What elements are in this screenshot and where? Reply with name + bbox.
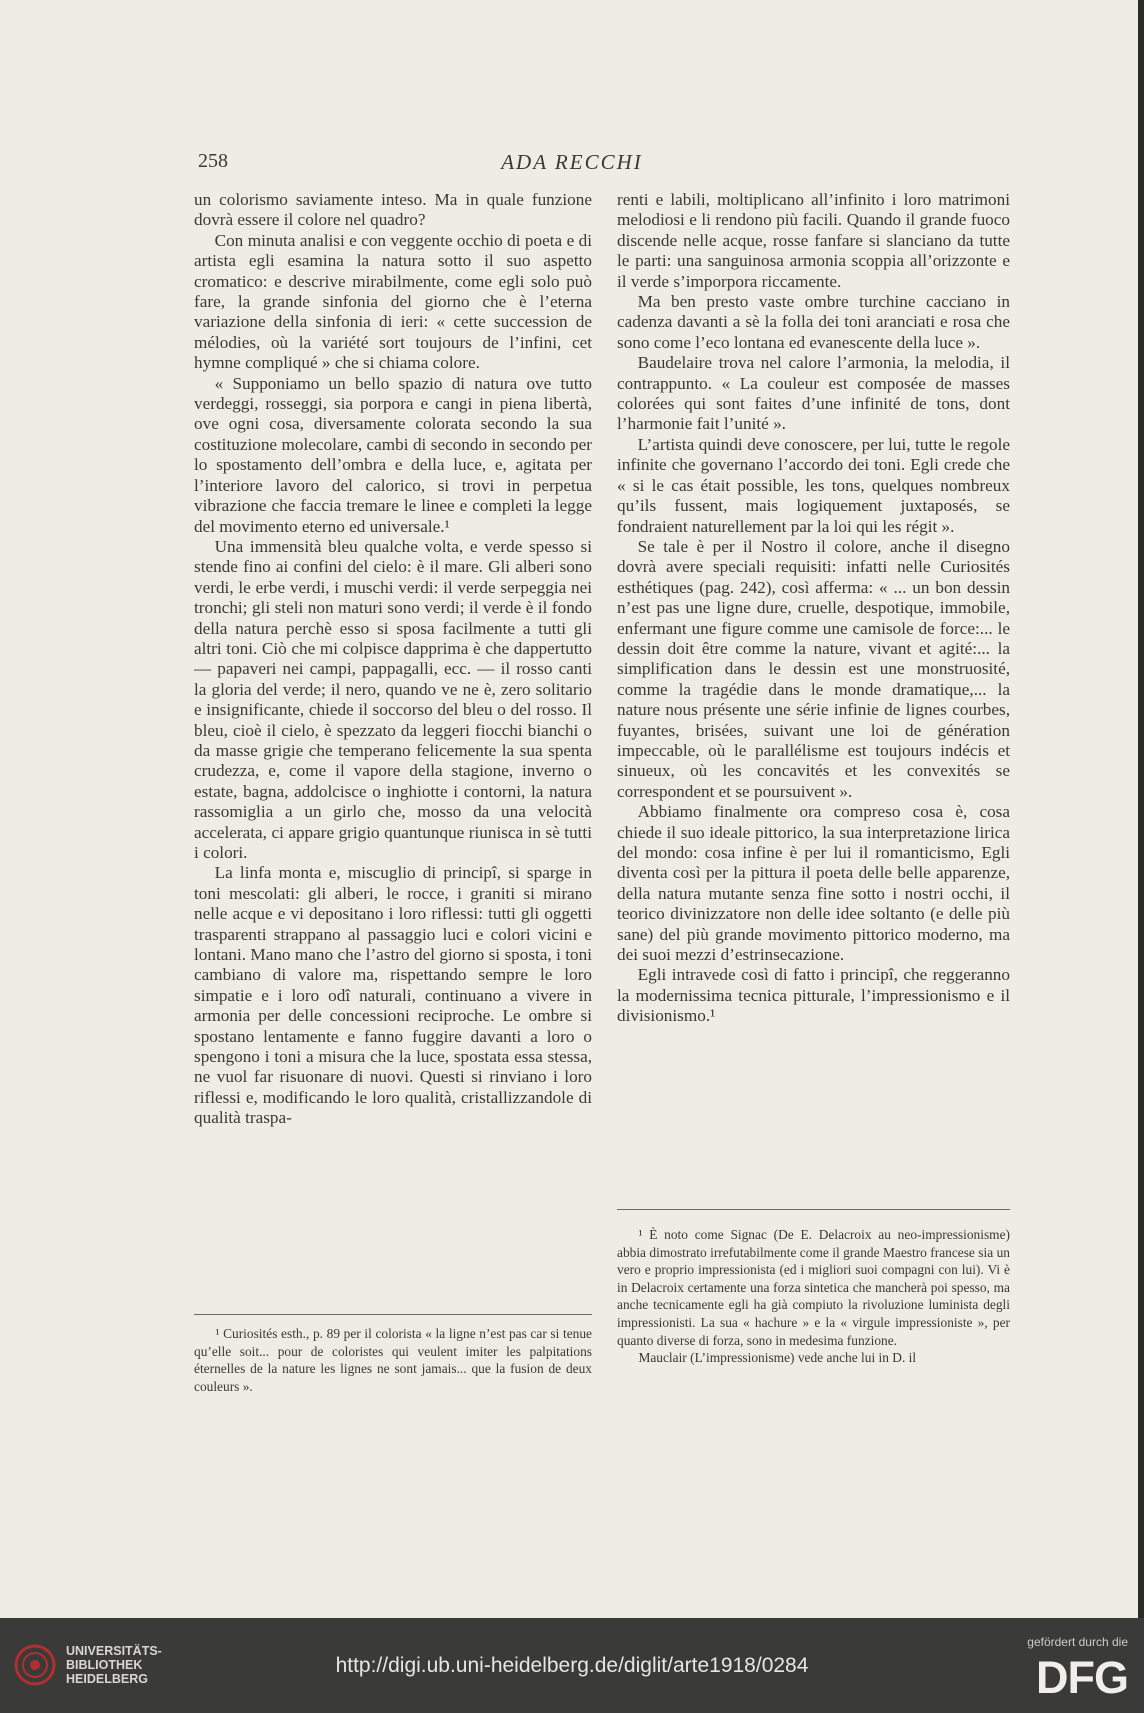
footnote-rule-right [617, 1209, 1010, 1210]
running-title: ADA RECCHI [501, 150, 643, 174]
paragraph: Ma ben presto vaste ombre turchine cacciano in cadenza davanti a sè la folla dei toni aranciati e rosa che sono come l’eco lontana ed evanescente della luce ». [617, 292, 1010, 352]
paragraph: Se tale è per il Nostro il colore, anche il disegno dovrà avere speciali requisiti: infatti nelle Curiosités esthétiques (pag. 242), così afferma: « ... un bon dessin n’est pas une ligne dure, cruelle, despotique, immobile, enfermant une figure comme une camisole de force:... le dessin doit être comme la nature, vivant et agité:... la simplification dans le dessin est une monstruosité, comme la tragédie dans le monde dramatique,... la nature nous présente une série infinie de lignes courbes, fuyantes, brisées, suivant une loi de génération impeccable, où le parallélisme est toujours indécis et sinueux, où les concavités et les convexités se correspondent et se poursuivent ». [617, 536, 1010, 801]
footnote-text: ¹ Curiosités esth., p. 89 per il colorista « la ligne n’est pas car si tenue qu’elle soit... pour de coloristes qui veulent imiter les palpitations éternelles de la nature les lignes ne sont jamais... que la fusion de deux couleurs ». [194, 1326, 592, 1394]
right-column [617, 190, 1010, 1027]
paragraph: Abbiamo finalmente ora compreso cosa è, cosa chiede il suo ideale pittorico, la sua interpretazione lirica del mondo: cosa infine è per lui il romanticismo, Egli diventa così per la pittura il poeta delle belle apparenze, della natura mutante senza fine sotto i nostri occhi, il teorico divinizzatore non delle idee soltanto (e delle più sane) del più grande movimento pittorico moderno, ma dei suoi mezzi d’estrinsecazione. [617, 802, 1010, 965]
page-number: 258 [198, 150, 228, 172]
footer-bar [0, 1618, 1144, 1713]
paragraph: Baudelaire trova nel calore l’armonia, la melodia, il contrappunto. « La couleur est composée de masses colorées qui sont faites d’une infinité de tons, dont l’harmonie fait l’unité ». [617, 353, 1010, 434]
library-name[interactable]: UNIVERSITÄTS- BIBLIOTHEK HEIDELBERG [66, 1644, 162, 1686]
paragraph: Egli intravede così di fatto i principî, che reggeranno la modernissima tecnica pitturale, l’impressionismo e il divisionismo.¹ [617, 965, 1010, 1026]
footnote-text: ¹ È noto come Signac (De E. Delacroix au neo-impressionisme) abbia dimostrato irrefutabilmente come il grande Maestro francese sia un vero e proprio impressionista (ed i migliori suoi compagni con lui). Vi è in Delacroix certamente una forza sintetica che mancherà poi spesso, ma anche tecnicamente egli ha già compiuto la rivoluzione luminista degli impressionisti. La sua « hachure » e la « virgule impressioniste », per quanto diverse di forza, sono in medesima funzione. [617, 1227, 1010, 1348]
paragraph: La linfa monta e, miscuglio di principî, si sparge in toni mescolati: gli alberi, le rocce, i graniti si mirano nelle acque e vi depositano i loro riflessi: tutti gli oggetti trasparenti strappano al passaggio luci e colori vicini e lontani. Mano mano che l’astro del giorno si sposta, i toni cambiano di valore ma, rispettando sempre le loro simpatie e i loro odî naturali, continuano a vivere in armonia per delle concessioni reciproche. Le ombre si spostano lentamente e fanno fuggire davanti a loro o spengono i toni a misura che la luce, spostata essa stessa, ne vuol far risuonare di nuovi. Questi si rinviano i loro riflessi e, modificando le loro qualità, cristallizzandole di qualità traspa- [194, 863, 592, 1128]
paragraph: Una immensità bleu qualche volta, e verde spesso si stende fino ai confini del cielo: è il mare. Gli alberi sono verdi, le erbe verdi, i muschi verdi: il verde serpeggia nei tronchi; gli steli non maturi sono verdi; il verde è il fondo della natura perchè esso si sposa facilmente a tutti gli altri toni. Ciò che mi colpisce dapprima è che dappertutto — papaveri nei campi, pappagalli, ecc. — il rosso canti la gloria del verde; il nero, quando ve ne è, zero solitario e insignificante, chiede il soccorso del bleu o del rosso. Il bleu, cioè il cielo, è spezzato da leggeri fiocchi bianchi o da masse grigie che temperano felicemente la sua spenta crudezza, e, come il vapore della stagione, inverno o estate, bagna, addolcisce o inghiotte i contorni, la natura rassomiglia a un girlo che, mosso da una velocità accelerata, ci appare grigio quantunque riunisca in sè tutti i colori. [194, 536, 592, 862]
sponsor-caption: gefördert durch die [1027, 1635, 1128, 1649]
paragraph: L’artista quindi deve conoscere, per lui, tutte le regole infinite che governano l’accordo dei toni. Egli crede che « si le cas était possible, les tons, quelques nombreux qu’ils fussent, mais logiquement juxtaposés, se fondraient naturellement par la loi qui les régit ». [617, 434, 1010, 536]
footnote-rule-left [194, 1314, 592, 1315]
paragraph: un colorismo saviamente inteso. Ma in quale funzione dovrà essere il colore nel quadro? [194, 190, 592, 230]
running-header [0, 150, 1144, 180]
paragraph: renti e labili, moltiplicano all’infinito i loro matrimoni melodiosi e li rendono più facili. Quando il grande fuoco discende nelle acque, rosse fanfare si slanciano da tutte le parti: una sanguinosa armonia scoppia all’orizzonte e il verde s’imporpora riccamente. [617, 190, 1010, 291]
paragraph: « Supponiamo un bello spazio di natura ove tutto verdeggi, rosseggi, sia porpora e cangi in piena libertà, ove ogni cosa, diversamente colorata secondo la sua costituzione molecolare, cambi di secondo in secondo per lo spostamento dell’ombra e della luce, e, agitata per l’interiore lavoro del calorico, si trovi in perpetua vibrazione che faccia tremare le linee e completi la legge del movimento eterno ed universale.¹ [194, 373, 592, 536]
scan-edge [1138, 0, 1144, 1618]
left-column [194, 190, 592, 1129]
permalink-url[interactable]: http://digi.ub.uni-heidelberg.de/diglit/arte1918/0284 [335, 1654, 809, 1677]
dfg-logo[interactable]: DFG [1036, 1652, 1128, 1703]
footnote-text: Mauclair (L’impressionisme) vede anche lui in D. il [638, 1350, 917, 1366]
footnote-right [617, 1226, 1010, 1367]
footnote-left [194, 1325, 592, 1395]
paragraph: Con minuta analisi e con veggente occhio di poeta e di artista egli esamina la natura sotto il suo aspetto cromatico: e descrive mirabilmente, come egli solo può fare, la grande sinfonia del giorno che è l’eterna variazione della sinfonia di ieri: « cette succession de mélodies, où la variété sort toujours de l’infini, cet hymne compliqué » che si chiama colore. [194, 230, 592, 373]
